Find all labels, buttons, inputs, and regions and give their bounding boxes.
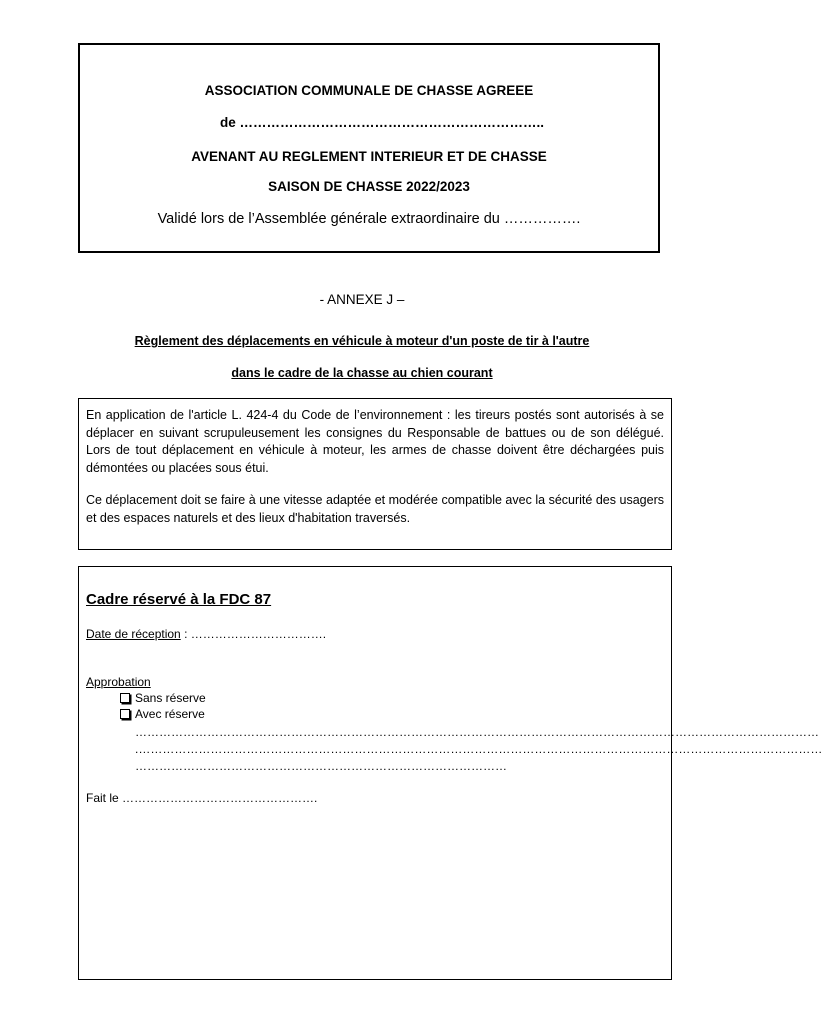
approbation-label: Approbation	[86, 675, 151, 689]
reserve-dotted-line-3[interactable]: …………………………………………………………………………………	[135, 759, 507, 773]
reserve-dotted-line-1[interactable]: ………………………………………………………………………………………………………………………………………………………	[135, 725, 819, 739]
reception-date-label: Date de réception	[86, 627, 181, 641]
reception-date-row	[86, 627, 326, 641]
regulation-title-line1: Règlement des déplacements en véhicule à moteur d'un poste de tir à l'autre	[134, 334, 590, 348]
regulation-title-line2: dans le cadre de la chasse au chien courant	[231, 366, 493, 380]
option-avec-reserve-label: Avec réserve	[135, 707, 205, 721]
reception-date-field[interactable]: : …………………………….	[180, 627, 327, 641]
fait-le-line[interactable]: Fait le ………………………………………….	[86, 791, 318, 805]
option-sans-reserve[interactable]	[120, 691, 206, 705]
fdc-box-title: Cadre réservé à la FDC 87	[86, 591, 272, 608]
association-commune-line: de …………………………………………………………..	[220, 115, 545, 130]
checkbox-icon[interactable]	[120, 693, 130, 703]
validation-line: Validé lors de l’Assemblée générale extraordinaire du …………….	[157, 211, 581, 227]
season-title: SAISON DE CHASSE 2022/2023	[268, 179, 470, 194]
association-title: ASSOCIATION COMMUNALE DE CHASSE AGREEE	[204, 83, 534, 98]
option-avec-reserve[interactable]	[120, 707, 205, 721]
reserve-dotted-line-2[interactable]: .………………………………………………………………………………………………………………………………………………………	[135, 742, 822, 756]
header-box	[78, 43, 660, 253]
regulation-paragraph-2: Ce déplacement doit se faire à une vitesse adaptée et modérée compatible avec la sécurité des usagers et des espaces naturels et des lieux d'habitation traversés.	[86, 493, 664, 525]
regulation-paragraph-1: En application de l'article L. 424-4 du Code de l’environnement : les tireurs postés sont autorisés à se déplacer en suivant scrupuleusement les consignes du Responsable de battues ou de son délégué. Lors de tout déplacement en véhicule à moteur, les armes de chasse doivent être déchargées puis démontées ou placées sous étui.	[86, 408, 664, 475]
option-sans-reserve-label: Sans réserve	[135, 691, 206, 705]
avenant-title: AVENANT AU REGLEMENT INTERIEUR ET DE CHASSE	[191, 149, 547, 164]
checkbox-icon[interactable]	[120, 709, 130, 719]
annexe-label: - ANNEXE J –	[319, 292, 405, 307]
fdc-reserved-box	[78, 566, 822, 980]
regulation-text-box	[78, 398, 672, 550]
